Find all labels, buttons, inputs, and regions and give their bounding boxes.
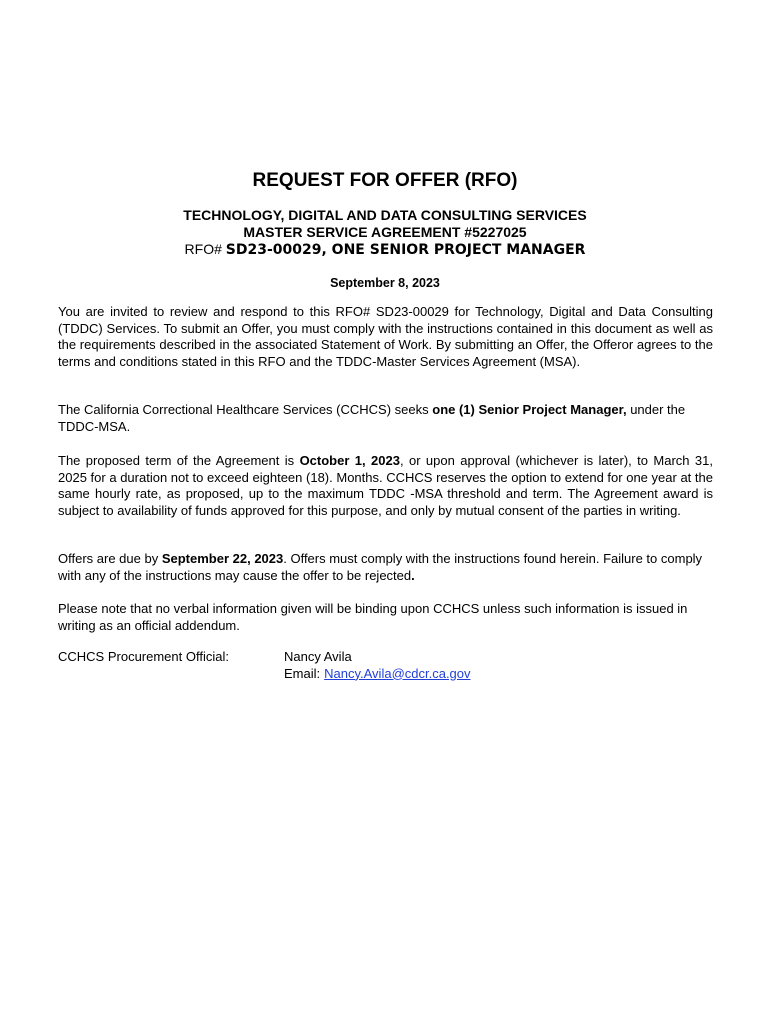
paragraph-invitation: You are invited to review and respond to this RFO# SD23-00029 for Technology, Digital and Data Consulting (TDDC) Services. To submit an Offer, you must comply with the instructions contained in this document as well as the requirements described in the associated Statement of Work. By submitting an Offer, the Offeror agrees to the terms and conditions stated in this RFO and the TDDC-Master Services Agreement (MSA). <box>58 304 713 369</box>
subtitle-agreement: MASTER SERVICE AGREEMENT #5227025 <box>243 224 527 240</box>
paragraph-seeks-tail: under the TDDC-MSA. <box>58 402 686 434</box>
paragraph-due-tail: . Offers must comply with the instructions found herein. Failure to comply with any of the instructions may cause the offer to be rejected <box>58 551 703 583</box>
email-link[interactable]: Nancy.Avila@cdcr.ca.gov <box>324 665 471 681</box>
paragraph-due-date: September 22, 2023 <box>161 551 284 566</box>
document-date: September 8, 2023 <box>330 276 440 290</box>
paragraph-term-tail: , or upon approval (whichever is later), to March 31, 2025 for a duration not to exceed eighteen (18). Months. CCHCS reserves the option to extend for one year at the same hourly rate, as proposed, up to the maximum TDDC -MSA threshold and term. The Agreement award is subject to availability of funds approved for this purpose, and only by mutual consent of the parties in writing. <box>58 453 714 518</box>
rfo-number: SD23-00029, ONE SENIOR PROJECT MANAGER <box>225 242 586 258</box>
rfo-prefix: RFO# <box>184 241 222 257</box>
document-title: REQUEST FOR OFFER (RFO) <box>252 170 518 191</box>
contact-name: Nancy Avila <box>284 649 352 664</box>
contact-email-row <box>284 666 471 683</box>
paragraph-term <box>58 453 713 519</box>
paragraph-due-text: Offers are due by <box>58 551 162 566</box>
paragraph-seeks-text: The California Correctional Healthcare Services (CCHCS) seeks <box>58 402 433 417</box>
email-label: Email: <box>284 665 321 681</box>
paragraph-seeks-bold: one (1) Senior Project Manager, <box>432 402 627 417</box>
paragraph-due-period: . <box>411 567 415 583</box>
paragraph-due <box>58 551 713 584</box>
paragraph-term-date: October 1, 2023 <box>299 453 400 468</box>
subtitle-rfo <box>0 241 770 258</box>
paragraph-note: Please note that no verbal information given will be binding upon CCHCS unless such information is issued in writing as an official addendum. <box>58 601 688 633</box>
paragraph-seeks <box>58 402 713 435</box>
subtitle-services: TECHNOLOGY, DIGITAL AND DATA CONSULTING SERVICES <box>183 207 587 223</box>
paragraph-term-text: The proposed term of the Agreement is <box>58 453 300 468</box>
contact-label: CCHCS Procurement Official: <box>58 649 229 664</box>
